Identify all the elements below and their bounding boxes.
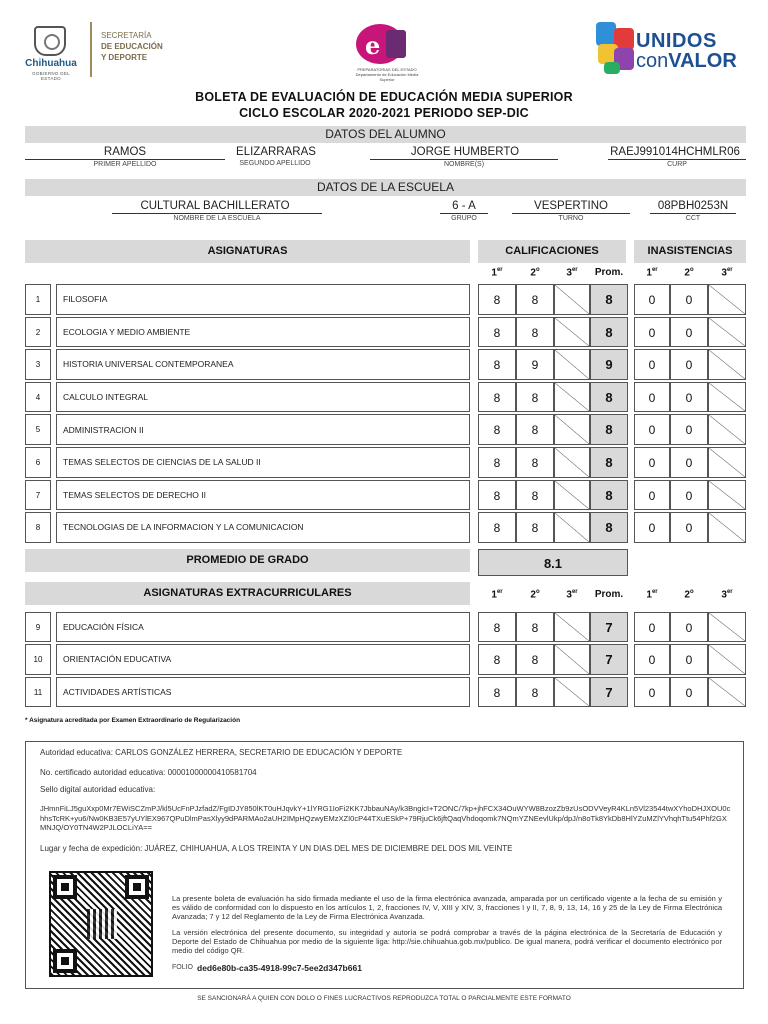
escuela-section-header: DATOS DE LA ESCUELA [25,179,746,196]
grade-1er: 8 [478,447,516,478]
grade-prom: 8 [590,512,628,543]
secretaria-line1: SECRETARÍA [101,31,152,40]
grade-2o: 8 [516,447,554,478]
subject-name: ADMINISTRACION II [56,414,470,445]
sello-label: Sello digital autoridad educativa: [40,785,156,794]
cal-2o-header-sup: o [535,589,540,595]
absence-3er-empty [708,382,746,413]
state-map-icon [596,22,636,74]
grupo-value: 6 - A [452,200,476,212]
ina-3er-header-sup: er [726,589,733,595]
grade-2o: 8 [516,414,554,445]
grade-prom: 7 [590,612,628,642]
absence-1er: 0 [634,480,670,511]
escuela-nombre-label: NOMBRE DE LA ESCUELA [112,213,322,223]
escuela-nombre-value: CULTURAL BACHILLERATO [140,200,290,212]
grade-1er: 8 [478,414,516,445]
cct-value: 08PBH0253N [657,200,729,212]
subject-name: CALCULO INTEGRAL [56,382,470,413]
asignaturas-header: ASIGNATURAS [25,240,470,263]
grade-2o: 8 [516,612,554,642]
con-text: con [636,50,669,72]
ina-2o-header-text: 2 [684,589,690,601]
absence-2o: 0 [670,284,708,315]
grade-1er: 8 [478,512,516,543]
absence-2o: 0 [670,447,708,478]
row-number: 2 [25,317,51,348]
grade-1er: 8 [478,284,516,315]
grade-prom: 8 [590,284,628,315]
extraordinario-note: * Asignatura acreditada por Examen Extraordinario de Regularización [25,717,241,724]
cal-2o-header [516,589,554,600]
grade-1er: 8 [478,612,516,642]
ina-1er-header-text: 1 [646,267,652,279]
unidos-text: UNIDOS [636,30,717,52]
cal-3er-header-sup: er [571,267,578,273]
no-certificado: No. certificado autoridad educativa: 00001000000410581704 [40,768,257,777]
inasistencias-header: INASISTENCIAS [634,240,746,263]
cal-3er-header-text: 3 [566,267,572,279]
absence-1er: 0 [634,644,670,674]
promedio-value: 8.1 [478,549,628,576]
absence-2o: 0 [670,414,708,445]
grade-3er-empty [554,317,590,348]
subject-name: ECOLOGIA Y MEDIO AMBIENTE [56,317,470,348]
absence-1er: 0 [634,414,670,445]
subject-name: FILOSOFIA [56,284,470,315]
absence-2o: 0 [670,317,708,348]
grade-3er-empty [554,349,590,380]
prom-header-text: Prom. [594,589,624,600]
document-subtitle: CICLO ESCOLAR 2020-2021 PERIODO SEP-DIC [239,106,529,120]
segundo-apellido-value: ELIZARRARAS [236,146,316,158]
absence-3er-empty [708,677,746,707]
document-title: BOLETA DE EVALUACIÓN DE EDUCACIÓN MEDIA SUPERIOR [195,90,573,104]
subject-name: TECNOLOGIAS DE LA INFORMACION Y LA COMUNICACION [56,512,470,543]
absence-1er: 0 [634,349,670,380]
grade-prom: 7 [590,677,628,707]
absence-1er: 0 [634,317,670,348]
cal-2o-header [516,267,554,278]
grade-1er: 8 [478,644,516,674]
prom-header-text: Prom. [594,267,624,278]
absence-1er: 0 [634,677,670,707]
row-number: 8 [25,512,51,543]
grade-1er: 8 [478,480,516,511]
row-number: 1 [25,284,51,315]
grade-prom: 9 [590,349,628,380]
ina-1er-header-sup: er [651,589,658,595]
nombre-label: NOMBRE(S) [370,159,558,169]
cct-label: CCT [650,213,736,223]
row-number: 10 [25,644,51,674]
absence-3er-empty [708,414,746,445]
subject-name: ORIENTACIÓN EDUCATIVA [56,644,470,674]
subject-name: EDUCACIÓN FÍSICA [56,612,470,642]
ina-3er-header-text: 3 [721,267,727,279]
cal-1er-header [478,589,516,600]
ina-3er-header [708,589,746,600]
grade-3er-empty [554,284,590,315]
ina-2o-header-text: 2 [684,267,690,279]
row-number: 7 [25,480,51,511]
ina-1er-header-text: 1 [646,589,652,601]
absence-3er-empty [708,317,746,348]
footer-warning: SE SANCIONARÁ A QUIEN CON DOLO O FINES LUCRACTIVOS REPRODUZCA TOTAL O PARCIALMENTE ESTE FORMATO [197,995,571,1002]
absence-2o: 0 [670,677,708,707]
grade-2o: 8 [516,512,554,543]
row-number: 4 [25,382,51,413]
absence-1er: 0 [634,284,670,315]
subject-name: TEMAS SELECTOS DE CIENCIAS DE LA SALUD II [56,447,470,478]
grade-prom: 7 [590,644,628,674]
unidos-con-valor-logo [594,20,750,78]
cal-3er-header-text: 3 [566,589,572,601]
cal-3er-header-sup: er [571,589,578,595]
absence-2o: 0 [670,349,708,380]
chihuahua-sub: GOBIERNO DEL ESTADO [32,71,70,81]
cal-1er-header [478,267,516,278]
grade-prom: 8 [590,414,628,445]
grade-prom: 8 [590,447,628,478]
grade-1er: 8 [478,677,516,707]
cal-1er-header-text: 1 [491,267,497,279]
extracurriculares-header: ASIGNATURAS EXTRACURRICULARES [25,582,470,605]
absence-3er-empty [708,284,746,315]
logo-divider [90,22,92,77]
grade-2o: 8 [516,317,554,348]
chihuahua-logo [22,22,182,80]
row-number: 11 [25,677,51,707]
absence-3er-empty [708,349,746,380]
sello-digital: JHmnFiLJ5guXxp0Mr7EWiSCZmPJ/kl5UcFnPJzfadZ/FgIDJY850lKT0uHJqvkY+1lYRG1IoFi2KK7JbbauNAy/k3BngicI+T2ONC/7kp+jhFCX34OuWYW8BzozZb9zUsODVVeyR4KLn5Vl23544twXYhoDHJXOU0chhsTcRK+yu6/Nw0KB3E57yUYlEX967QPuDlmPasXlyy9dPARMAo2aUH2IMpHQzwyEMzXZI0cP44TXuESkP+79RjuCk6jftQaqVhdoqomk7NQmYZNEevlUkp/dpJ/n8oTk8YkDb8HlYZuMZlYVhqhTtu54Phf2GXMNJQ/OY0TN4W2PJLOCLiYA== [40,804,731,832]
grupo-label: GRUPO [440,213,488,223]
absence-3er-empty [708,612,746,642]
autoridad-educativa: Autoridad educativa: CARLOS GONZÁLEZ HERRERA, SECRETARIO DE EDUCACIÓN Y DEPORTE [40,748,403,757]
grade-prom: 8 [590,480,628,511]
calificaciones-header: CALIFICACIONES [478,240,626,263]
absence-1er: 0 [634,512,670,543]
absence-2o: 0 [670,512,708,543]
curp-label: CURP [608,159,746,169]
chihuahua-name: Chihuahua [25,58,77,69]
ina-2o-header [670,267,708,278]
grade-2o: 9 [516,349,554,380]
absence-3er-empty [708,480,746,511]
turno-label: TURNO [512,213,630,223]
subject-name: TEMAS SELECTOS DE DERECHO II [56,480,470,511]
cal-2o-header-text: 2 [530,267,536,279]
ina-2o-header-sup: o [689,589,694,595]
cal-2o-header-sup: o [535,267,540,273]
ina-3er-header-text: 3 [721,589,727,601]
absence-2o: 0 [670,382,708,413]
grade-2o: 8 [516,480,554,511]
cal-2o-header-text: 2 [530,589,536,601]
prepa-logo [352,20,419,82]
prepa-mark-icon: e [356,24,404,64]
grade-1er: 8 [478,382,516,413]
row-number: 6 [25,447,51,478]
cal-3er-header [554,589,590,600]
absence-3er-empty [708,644,746,674]
absence-1er: 0 [634,612,670,642]
ina-3er-header [708,267,746,278]
coat-of-arms-icon [34,26,66,56]
grade-2o: 8 [516,284,554,315]
absence-2o: 0 [670,644,708,674]
prepa-text: PREPARATORIAS DEL ESTADO Departamento de Educación Media Superior [355,67,419,82]
legal-paragraph-1: La presente boleta de evaluación ha sido firmada mediante el uso de la firma electrónica avanzada, amparada por un certificado vigente a la fecha de su emisión y es válido de conformidad con lo dispuesto en los artículos 1, 2, fracciones IV, V, XIII y XIV, 3, fracciones I y II, 7, 8, 9, 13, 14, 16 y 25 de la Ley de Firma Electrónica Avanzada; 7 y 12 del Reglamento de la Ley de Firma Electrónica Avanzada. [172,894,722,921]
prom-header [590,589,628,600]
grade-prom: 8 [590,317,628,348]
legal-paragraph-2: La versión electrónica del presente documento, su integridad y autoría se podrá comprobar a través de la página electrónica de la Secretaría de Educación y Deporte del Estado de Chihuahua por medio de la siguiente liga: http://sie.chihuahua.gob.mx/publico. De igual manera, podrá verificar el documento electrónico por medio del código QR. [172,928,722,955]
subject-name: ACTIVIDADES ARTÍSTICAS [56,677,470,707]
secretaria-line2: DE EDUCACIÓN [101,42,163,51]
nombre-value: JORGE HUMBERTO [410,146,520,158]
ina-1er-header [634,267,670,278]
alumno-section-header: DATOS DEL ALUMNO [25,126,746,143]
grade-2o: 8 [516,382,554,413]
grade-1er: 8 [478,317,516,348]
grade-3er-empty [554,644,590,674]
row-number: 9 [25,612,51,642]
folio-value: ded6e80b-ca35-4918-99c7-5ee2d347b661 [197,963,362,973]
primer-apellido-value: RAMOS [103,146,147,158]
grade-3er-empty [554,447,590,478]
row-number: 3 [25,349,51,380]
segundo-apellido-label: SEGUNDO APELLIDO [239,160,311,167]
ina-1er-header [634,589,670,600]
absence-2o: 0 [670,612,708,642]
grade-2o: 8 [516,677,554,707]
grade-3er-empty [554,414,590,445]
grade-3er-empty [554,512,590,543]
cal-1er-header-sup: er [496,267,503,273]
absence-2o: 0 [670,480,708,511]
grade-prom: 8 [590,382,628,413]
grade-3er-empty [554,480,590,511]
absence-3er-empty [708,512,746,543]
grade-3er-empty [554,382,590,413]
convalor-text [636,50,737,73]
ina-2o-header-sup: o [689,267,694,273]
absence-1er: 0 [634,382,670,413]
ina-3er-header-sup: er [726,267,733,273]
primer-apellido-label: PRIMER APELLIDO [25,159,225,169]
grade-1er: 8 [478,349,516,380]
folio-label: FOLIO [172,964,194,971]
grade-2o: 8 [516,644,554,674]
turno-value: VESPERTINO [534,200,608,212]
curp-value: RAEJ991014HCHMLR06 [610,146,740,158]
secretaria-line3: Y DEPORTE [101,53,148,62]
promedio-label: PROMEDIO DE GRADO [25,549,470,572]
subject-name: HISTORIA UNIVERSAL CONTEMPORANEA [56,349,470,380]
prom-header [590,267,628,278]
qr-code [49,871,153,977]
absence-3er-empty [708,447,746,478]
grade-3er-empty [554,612,590,642]
grade-3er-empty [554,677,590,707]
absence-1er: 0 [634,447,670,478]
secretaria-text [101,30,191,63]
row-number: 5 [25,414,51,445]
cal-3er-header [554,267,590,278]
lugar-fecha: Lugar y fecha de expedición: JUÁREZ, CHIHUAHUA, A LOS TREINTA Y UN DIAS DEL MES DE DICIEMBRE DEL DOS MIL VEINTE [40,844,513,853]
cal-1er-header-sup: er [496,589,503,595]
valor-text: VALOR [668,50,737,72]
ina-1er-header-sup: er [651,267,658,273]
cal-1er-header-text: 1 [491,589,497,601]
ina-2o-header [670,589,708,600]
